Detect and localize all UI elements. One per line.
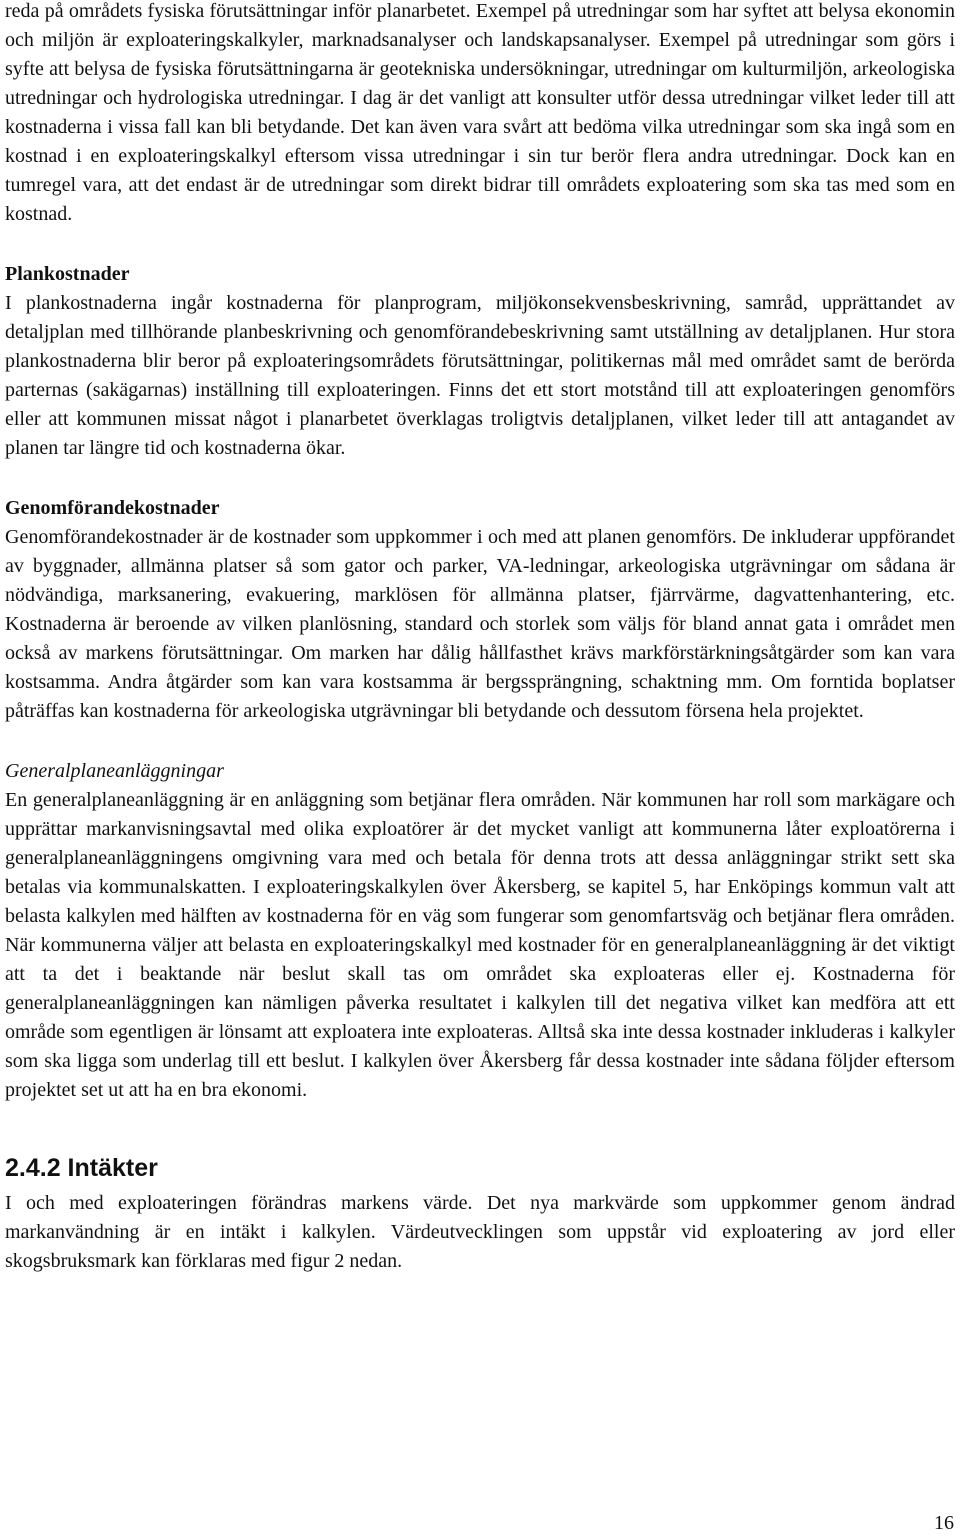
intakter-paragraph: I och med exploateringen förändras markens värde. Det nya markvärde som uppkommer genom ändrad markanvändning är en intäkt i kalkylen. Värdeutvecklingen som uppstår vid exploatering av jord eller skogsbruksmark kan förklaras med figur 2 nedan. xyxy=(5,1192,955,1272)
generalplaneanlaggningar-heading: Generalplaneanläggningar xyxy=(5,760,224,782)
intro-paragraph: reda på områdets fysiska förutsättningar inför planarbetet. Exempel på utredningar som har syftet att belysa ekonomin och miljön är exploateringskalkyler, marknadsanalyser och landskapsanalyser. Exempel på utredningar som görs i syfte att belysa de fysiska förutsättningarna är geotekniska undersökningar, utredningar om kulturmiljön, arkeologiska utredningar och hydrologiska utredningar. I dag är det vanligt att konsulter utför dessa utredningar vilket leder till att kostnaderna i vissa fall kan bli betydande. Det kan även vara svårt att bedöma vilka utredningar som ska ingå som en kostnad i en exploateringskalkyl eftersom vissa utredningar i sin tur berör flera andra utredningar. Dock kan en tumregel vara, att det endast är de utredningar som direkt bidrar till områdets exploatering som ska tas med som en kostnad. xyxy=(5,0,955,225)
document-page xyxy=(5,0,955,1276)
genomforandekostnader-heading: Genomförandekostnader xyxy=(5,497,220,519)
plankostnader-heading: Plankostnader xyxy=(5,263,130,285)
page-number: 16 xyxy=(934,1512,954,1534)
genomforandekostnader-paragraph: Genomförandekostnader är de kostnader som uppkommer i och med att planen genomförs. De inkluderar uppförandet av byggnader, allmänna platser så som gator och parker, VA-ledningar, arkeologiska utgrävningar om sådana är nödvändiga, marksanering, evakuering, marklösen för allmänna platser, fjärrvärme, dagvattenhantering, etc. Kostnaderna är beroende av vilken planlösning, standard och storlek som väljs för bland annat gata i området men också av markens förutsättningar. Om marken har dålig hållfasthet krävs markförstärkningsåtgärder som kan vara kostsamma. Andra åtgärder som kan vara kostsamma är bergssprängning, schaktning mm. Om forntida boplatser påträffas kan kostnaderna för arkeologiska utgrävningar bli betydande och dessutom försena hela projektet. xyxy=(5,526,955,722)
plankostnader-paragraph: I plankostnaderna ingår kostnaderna för planprogram, miljökonsekvensbeskrivning, samråd, upprättandet av detaljplan med tillhörande planbeskrivning och genomförandebeskrivning samt utställning av detaljplanen. Hur stora plankostnaderna blir beror på exploateringsområdets förutsättningar, politikernas mål med området samt de berörda parternas (sakägarnas) inställning till exploateringen. Finns det ett stort motstånd till att exploateringen genomförs eller att kommunen missat något i planarbetet överklagas troligtvis detaljplanen, vilket leder till att antagandet av planen tar längre tid och kostnaderna ökar. xyxy=(5,292,955,459)
intakter-heading: 2.4.2 Intäkter xyxy=(5,1154,158,1182)
generalplaneanlaggningar-paragraph: En generalplaneanläggning är en anläggning som betjänar flera områden. När kommunen har roll som markägare och upprättar markanvisningsavtal med olika exploatörer är det mycket vanligt att kommunerna låter exploatörerna i generalplaneanläggningens omgivning vara med och betala för denna trots att dessa anläggningar strikt sett ska betalas via kommunalskatten. I exploateringskalkylen över Åkersberg, se kapitel 5, har Enköpings kommun valt att belasta kalkylen med hälften av kostnaderna för en väg som fungerar som genomfartsväg och betjänar flera områden. När kommunerna väljer att belasta en exploateringskalkyl med kostnader för en generalplaneanläggning är det viktigt att ta det i beaktande när beslut skall tas om området ska exploateras eller ej. Kostnaderna för generalplaneanläggningen kan nämligen påverka resultatet i kalkylen till det negativa vilket kan medföra att ett område som egentligen är lönsamt att exploatera inte exploateras. Alltså ska inte dessa kostnader inkluderas i kalkyler som ska ligga som underlag till ett beslut. I kalkylen över Åkersberg får dessa kostnader inte sådana följder eftersom projektet set ut att ha en bra ekonomi. xyxy=(5,789,955,1101)
